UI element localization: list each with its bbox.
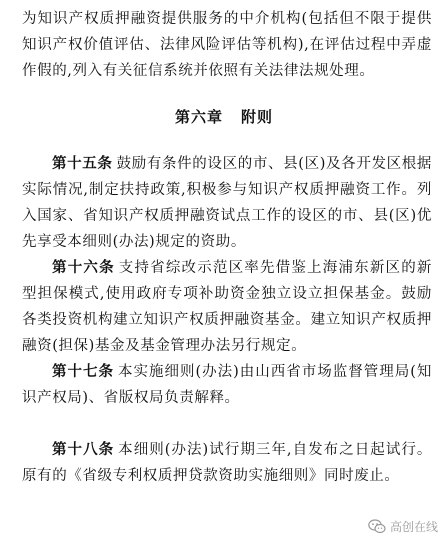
- article-16-text: 支持省综改示范区率先借鉴上海浦东新区的新型担保模式,使用政府专项补助资金独立设立担保基金。鼓励各类投资机构建立知识产权质押融资基金。建立知识产权质押融资(担保)基金及基金管理办法另行规定。: [22, 260, 432, 354]
- article-16-label: 第十六条: [52, 259, 115, 276]
- article-18-text: 本细则(办法)试行期三年,自发布之日起试行。原有的《省级专利权质押贷款资助实施细则》同时废止。: [22, 442, 432, 484]
- intro-paragraph: [22, 6, 432, 84]
- watermark: [368, 518, 438, 535]
- article-17-text: 本实施细则(办法)由山西省市场监督管理局(知识产权局)、省版权局负责解释。: [22, 364, 433, 406]
- intro-text: 为知识产权质押融资提供服务的中介机构(包括但不限于提供知识产权价值评估、法律风险评估等机构),在评估过程中弄虚作假的,列入有关征信系统并依照有关法律法规处理。: [22, 11, 432, 79]
- article-18-label: 第十八条: [52, 441, 115, 458]
- watermark-text: 高创在线: [389, 520, 438, 534]
- article-18: [22, 437, 432, 489]
- article-15-label: 第十五条: [52, 155, 113, 172]
- article-15: [22, 151, 432, 255]
- wechat-icon: [368, 519, 386, 534]
- article-15-text: 鼓励有条件的设区的市、县(区)及各开发区根据实际情况,制定扶持政策,积极参与知识产权质押融资工作。列入国家、省知识产权质押融资试点工作的设区的市、县(区)优先享受本细则(办法)规定的资助。: [22, 156, 432, 250]
- article-16: [22, 255, 432, 359]
- chapter-number: 第六章: [174, 108, 223, 126]
- chapter-title: 附则: [241, 108, 274, 126]
- article-17: [22, 359, 432, 411]
- article-17-label: 第十七条: [52, 363, 114, 380]
- chapter-heading: [0, 106, 448, 127]
